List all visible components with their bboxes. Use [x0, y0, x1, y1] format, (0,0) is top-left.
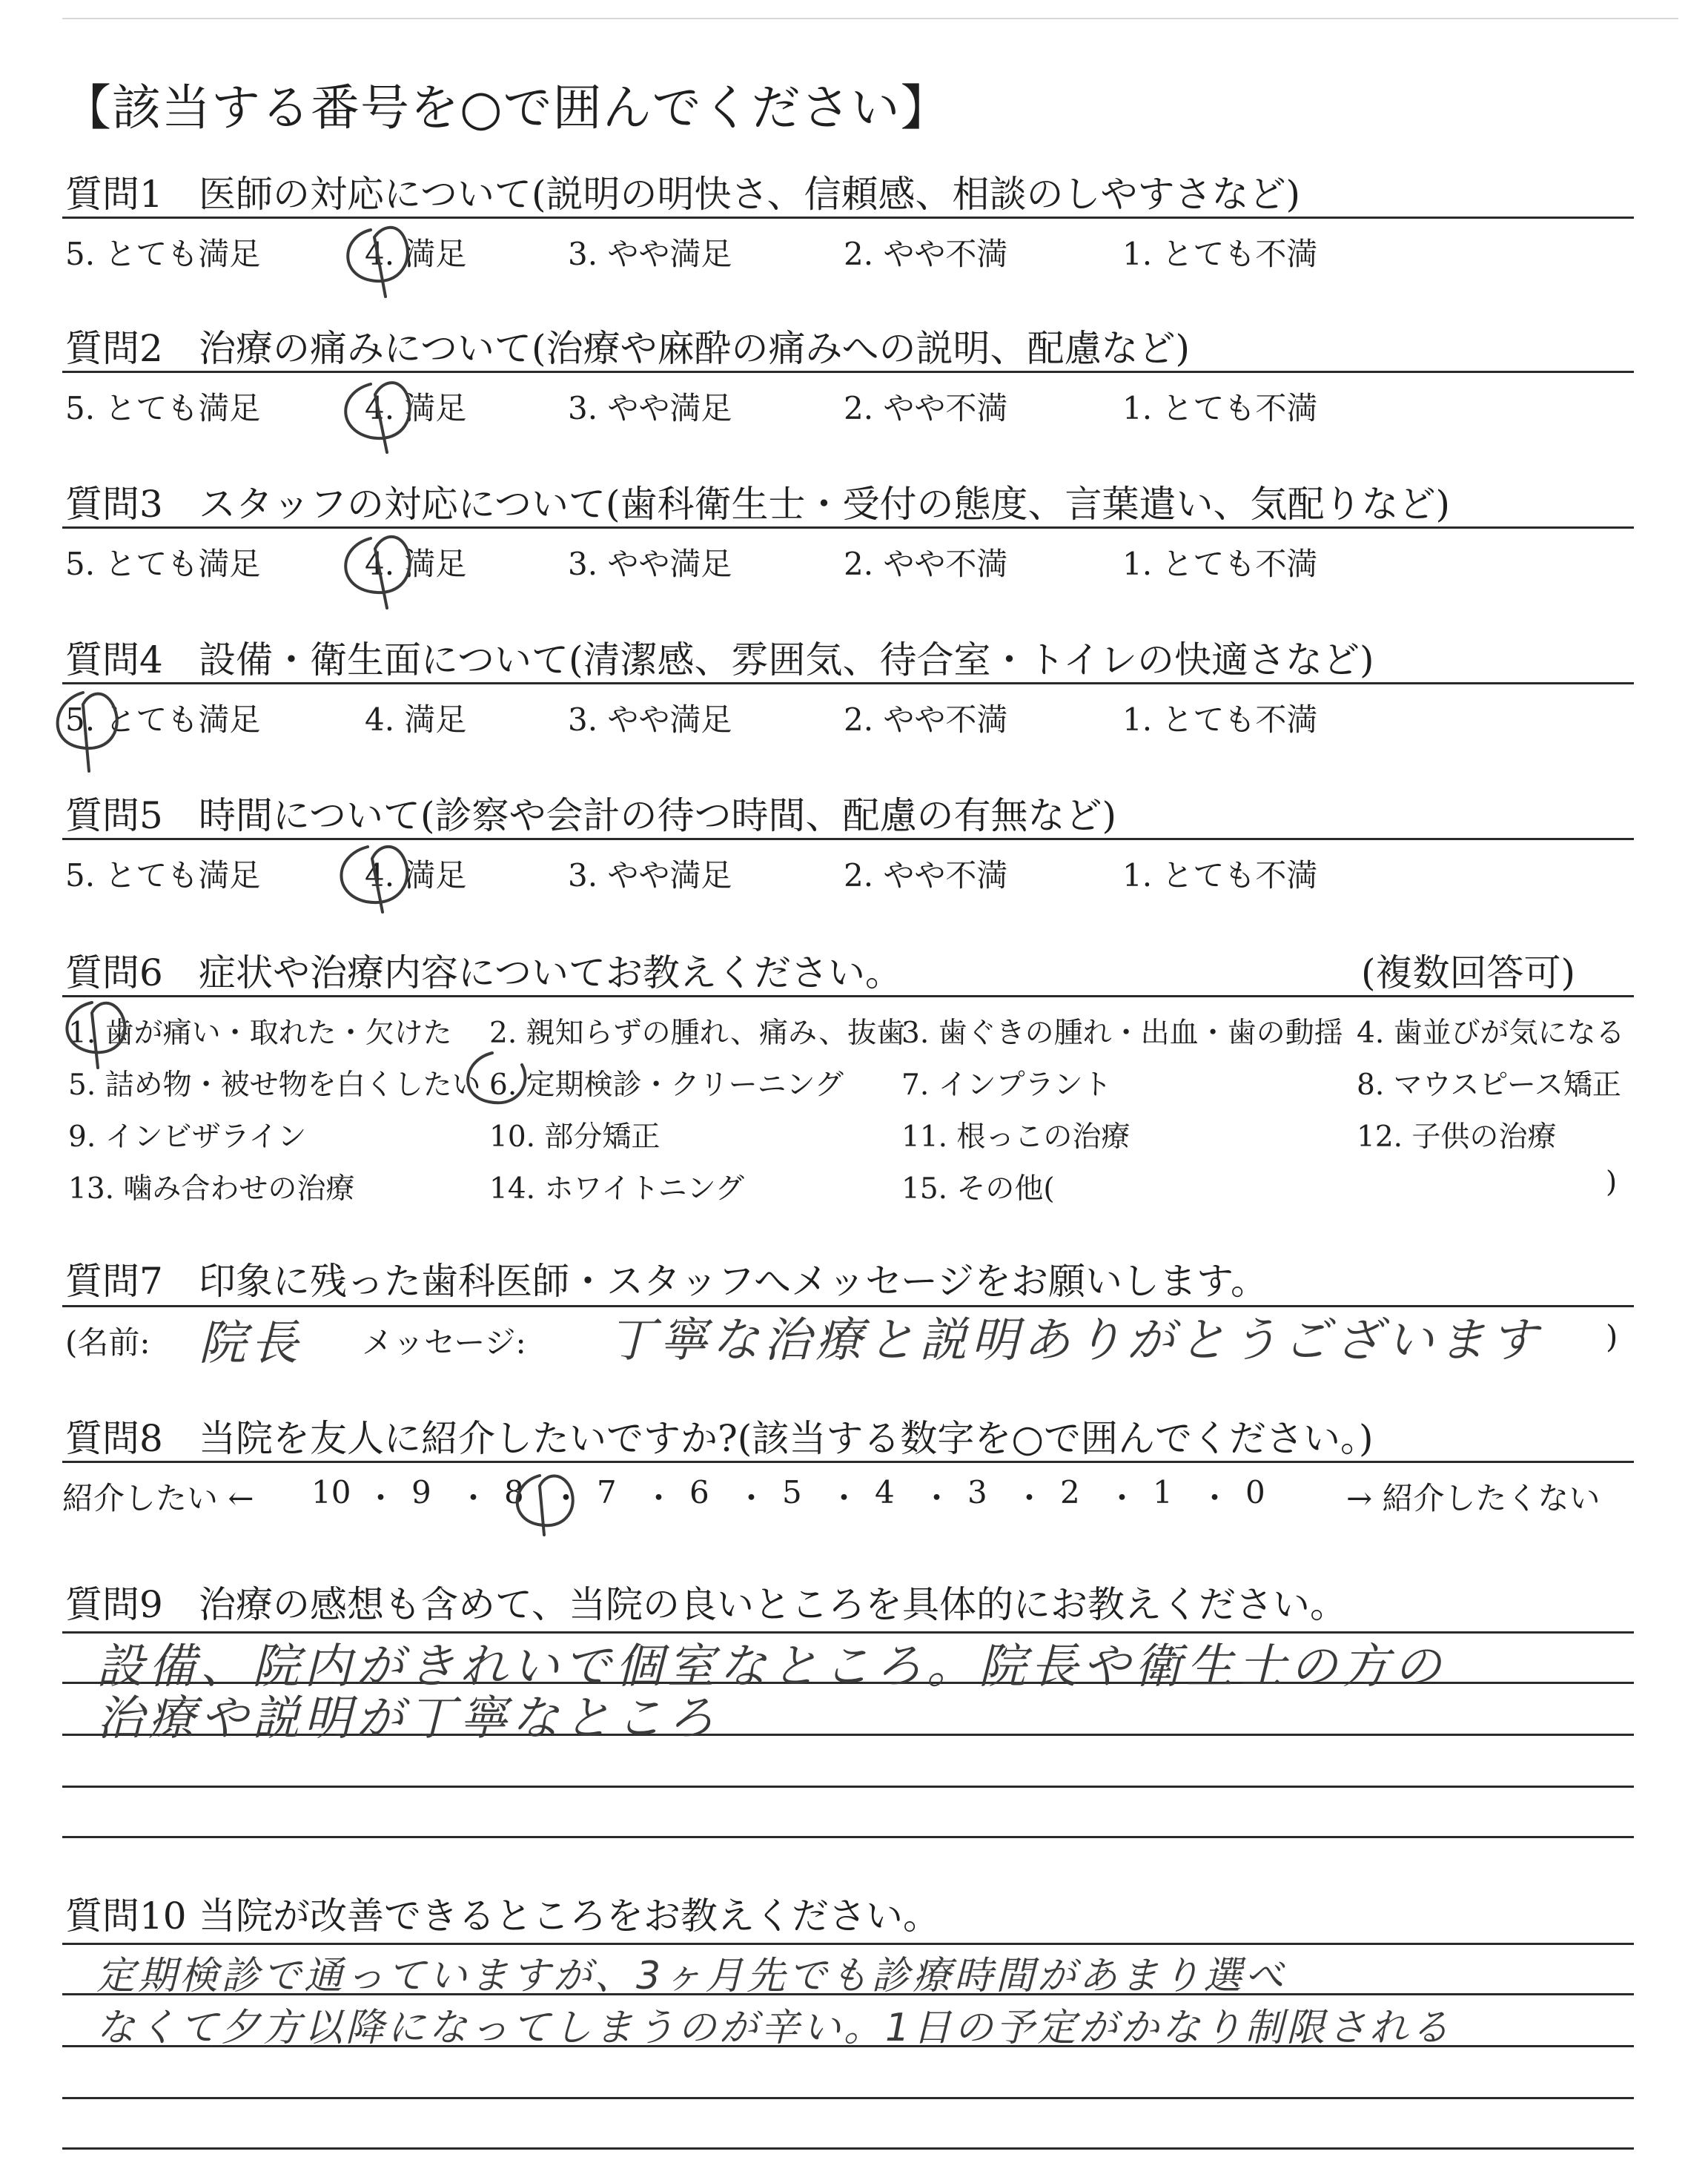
q7-text: 印象に残った歯科医師・スタッフへメッセージをお願いします。 — [199, 1260, 1268, 1303]
q1-text: 医師の対応について(説明の明快さ、信頼感、相談のしやすさなど) — [199, 173, 1301, 216]
q8-text: 当院を友人に紹介したいですか?(該当する数字を○で囲んでください。) — [199, 1417, 1374, 1460]
q9-answer-text-2: 治療や説明が丁寧なところ — [96, 1691, 719, 1746]
q6-option-11[interactable]: 11. 根っこの治療 — [901, 1120, 1131, 1154]
q8-scale-value-2[interactable]: 2 — [1060, 1474, 1080, 1510]
q8-scale-separator: ・ — [1199, 1480, 1231, 1516]
q6-option-close-paren: ) — [1606, 1166, 1618, 1199]
q1-option-4[interactable]: 4. 満足 — [365, 236, 467, 272]
q5-option-3[interactable]: 3. やや満足 — [568, 857, 732, 894]
q2-text: 治療の痛みについて(治療や麻酔の痛みへの説明、配慮など) — [199, 327, 1191, 370]
q10-text: 当院が改善できるところをお教えください。 — [199, 1895, 940, 1938]
q6-option-2[interactable]: 2. 親知らずの腫れ、痛み、抜歯 — [489, 1017, 906, 1050]
q10-label: 質問10 — [65, 1895, 187, 1938]
q6-option-10[interactable]: 10. 部分矯正 — [489, 1120, 661, 1154]
q1-label: 質問1 — [65, 173, 163, 216]
q6-option-1[interactable]: 1. 歯が痛い・取れた・欠けた — [68, 1017, 452, 1050]
q8-label: 質問8 — [65, 1417, 163, 1460]
page-title: 【該当する番号を○で囲んでください】 — [62, 79, 950, 136]
q8-right-label: → 紹介したくない — [1346, 1480, 1601, 1516]
q5-option-1[interactable]: 1. とても不満 — [1122, 857, 1318, 894]
q4-option-2[interactable]: 2. やや不満 — [844, 701, 1008, 738]
q6-option-13[interactable]: 13. 噛み合わせの治療 — [68, 1172, 355, 1206]
q3-option-5[interactable]: 5. とても満足 — [65, 546, 261, 582]
q8-scale-separator: ・ — [1106, 1480, 1138, 1516]
q1-option-3[interactable]: 3. やや満足 — [568, 236, 732, 272]
q1-rule — [62, 217, 1634, 219]
q8-scale-separator: ・ — [828, 1480, 860, 1516]
top-border — [62, 18, 1678, 19]
q6-rule — [62, 995, 1634, 997]
q8-scale-value-0[interactable]: 0 — [1245, 1474, 1265, 1510]
q6-option-8[interactable]: 8. マウスピース矯正 — [1357, 1069, 1621, 1102]
q2-option-1[interactable]: 1. とても不満 — [1122, 390, 1318, 426]
q8-scale-value-8[interactable]: 8 — [504, 1474, 524, 1510]
q5-text: 時間について(診察や会計の待つ時間、配慮の有無など) — [199, 794, 1117, 837]
q4-rule — [62, 682, 1634, 684]
q3-label: 質問3 — [65, 483, 163, 526]
q8-scale-separator: ・ — [550, 1480, 582, 1516]
q8-scale-separator: ・ — [643, 1480, 675, 1516]
q8-scale-value-3[interactable]: 3 — [967, 1474, 987, 1510]
q2-option-3[interactable]: 3. やや満足 — [568, 390, 732, 426]
q8-scale-value-9[interactable]: 9 — [411, 1474, 431, 1510]
q7-message-value: 丁寧な治療と説明ありがとうございます — [608, 1313, 1542, 1368]
q5-rule — [62, 838, 1634, 840]
q3-rule — [62, 526, 1634, 529]
q6-option-4[interactable]: 4. 歯並びが気になる — [1357, 1017, 1625, 1050]
q5-option-5[interactable]: 5. とても満足 — [65, 857, 261, 894]
q6-option-6[interactable]: 6. 定期検診・クリーニング — [489, 1069, 844, 1102]
q8-scale-separator: ・ — [921, 1480, 953, 1516]
q5-label: 質問5 — [65, 794, 163, 837]
q9-answer-text-1: 設備、院内がきれいで個室なところ。院長や衛生士の方の — [96, 1639, 1446, 1694]
q6-option-7[interactable]: 7. インプラント — [901, 1069, 1112, 1102]
q6-label: 質問6 — [65, 951, 163, 994]
q5-option-4[interactable]: 4. 満足 — [365, 857, 467, 894]
q4-option-5[interactable]: 5. とても満足 — [65, 701, 261, 738]
q7-name-value: 院長 — [199, 1316, 302, 1371]
q9-answer-line-4 — [62, 1836, 1634, 1838]
q3-option-4[interactable]: 4. 満足 — [365, 546, 467, 582]
q6-text: 症状や治療内容についてお教えください。 — [199, 951, 902, 994]
q6-option-3[interactable]: 3. 歯ぐきの腫れ・出血・歯の動揺 — [901, 1017, 1343, 1050]
q6-option-5[interactable]: 5. 詰め物・被せ物を白くしたい — [68, 1069, 481, 1102]
q3-option-3[interactable]: 3. やや満足 — [568, 546, 732, 582]
q1-option-2[interactable]: 2. やや不満 — [844, 236, 1008, 272]
q2-option-4[interactable]: 4. 満足 — [365, 390, 467, 426]
q1-option-5[interactable]: 5. とても満足 — [65, 236, 261, 272]
q8-scale-value-5[interactable]: 5 — [782, 1474, 802, 1510]
q10-answer-line-4 — [62, 2147, 1634, 2150]
q4-label: 質問4 — [65, 638, 163, 681]
q7-label: 質問7 — [65, 1260, 163, 1303]
q7-name-label: (名前: — [65, 1324, 150, 1361]
q6-option-15[interactable]: 15. その他( — [901, 1172, 1055, 1206]
q4-option-1[interactable]: 1. とても不満 — [1122, 701, 1318, 738]
q10-answer-text-1: 定期検診で通っていますが、3ヶ月先でも診療時間があまり選べ — [96, 1954, 1287, 1998]
q6-note: (複数回答可) — [1361, 951, 1576, 994]
q8-scale-value-4[interactable]: 4 — [875, 1474, 895, 1510]
q7-close: ) — [1606, 1318, 1618, 1355]
q3-option-1[interactable]: 1. とても不満 — [1122, 546, 1318, 582]
q2-option-2[interactable]: 2. やや不満 — [844, 390, 1008, 426]
q3-option-2[interactable]: 2. やや不満 — [844, 546, 1008, 582]
q8-scale-value-10[interactable]: 10 — [311, 1474, 351, 1510]
q8-scale-value-7[interactable]: 7 — [597, 1474, 617, 1510]
q1-option-1[interactable]: 1. とても不満 — [1122, 236, 1318, 272]
q9-answer-line-3 — [62, 1786, 1634, 1788]
q8-scale-value-1[interactable]: 1 — [1153, 1474, 1173, 1510]
q7-message-label: メッセージ: — [362, 1324, 526, 1361]
q4-option-4[interactable]: 4. 満足 — [365, 701, 467, 738]
q10-answer-text-2: なくて夕方以降になってしまうのが辛い。1日の予定がかなり制限される — [96, 2006, 1453, 2050]
q9-label: 質問9 — [65, 1583, 163, 1626]
q6-option-14[interactable]: 14. ホワイトニング — [489, 1172, 744, 1206]
q9-text: 治療の感想も含めて、当院の良いところを具体的にお教えください。 — [199, 1583, 1347, 1626]
q8-scale-separator: ・ — [365, 1480, 397, 1516]
q6-option-12[interactable]: 12. 子供の治療 — [1357, 1120, 1557, 1154]
q8-scale-separator: ・ — [457, 1480, 489, 1516]
q8-scale-separator: ・ — [1013, 1480, 1045, 1516]
q3-text: スタッフの対応について(歯科衛生士・受付の態度、言葉遣い、気配りなど) — [199, 483, 1451, 526]
q4-text: 設備・衛生面について(清潔感、雰囲気、待合室・トイレの快適さなど) — [199, 638, 1374, 681]
q8-left-label: 紹介したい ← — [62, 1480, 254, 1516]
q2-option-5[interactable]: 5. とても満足 — [65, 390, 261, 426]
q5-option-2[interactable]: 2. やや不満 — [844, 857, 1008, 894]
q2-rule — [62, 371, 1634, 373]
q10-answer-line-3 — [62, 2097, 1634, 2099]
q8-scale-separator: ・ — [735, 1480, 767, 1516]
q8-rule — [62, 1461, 1634, 1463]
q8-scale-value-6[interactable]: 6 — [689, 1474, 709, 1510]
q2-label: 質問2 — [65, 327, 163, 370]
q6-option-9[interactable]: 9. インビザライン — [68, 1120, 307, 1154]
q4-option-3[interactable]: 3. やや満足 — [568, 701, 732, 738]
